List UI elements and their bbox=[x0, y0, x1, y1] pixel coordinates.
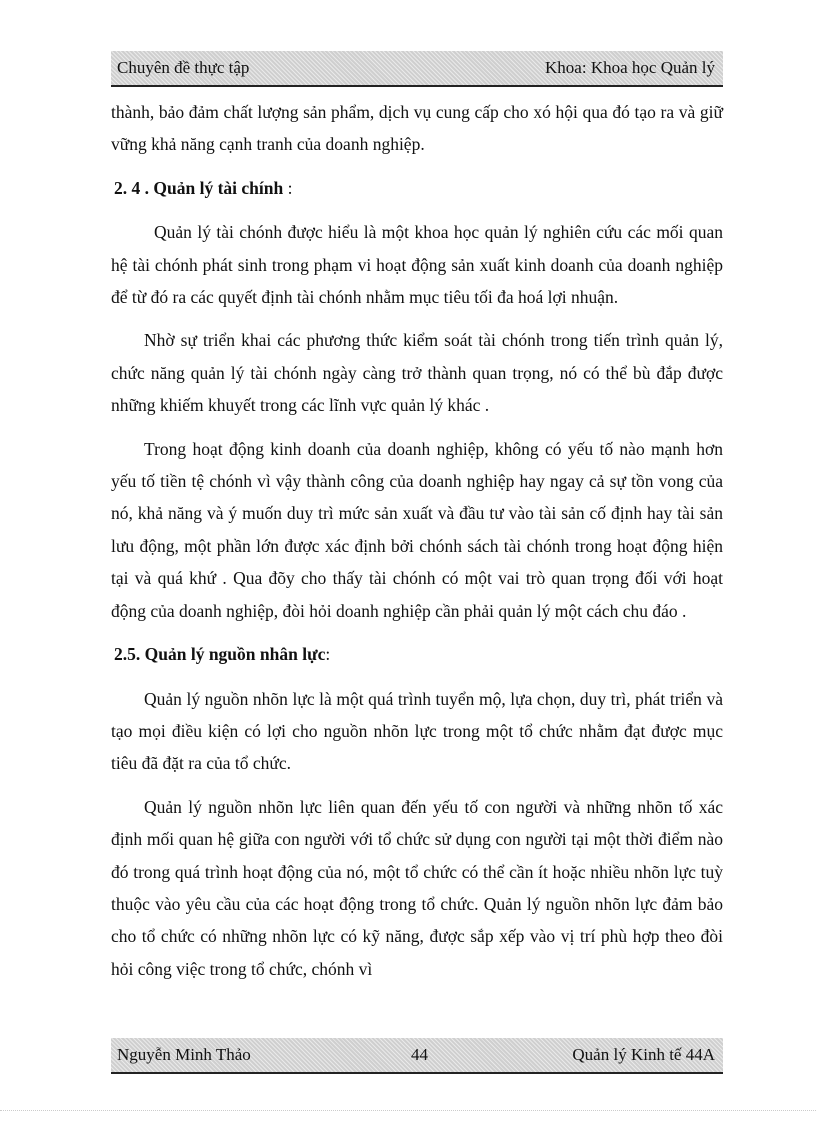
section-heading-2-5-text: 2.5. Quản lý nguồn nhân lực bbox=[114, 644, 326, 665]
footer-author: Nguyễn Minh Thảo bbox=[117, 1045, 251, 1064]
section-heading-2-5 bbox=[111, 638, 723, 670]
header-faculty: Khoa: Khoa học Quản lý bbox=[545, 58, 715, 77]
header-course-title: Chuyên đề thực tập bbox=[117, 58, 250, 77]
page-footer bbox=[111, 1038, 723, 1074]
footer-class: Quản lý Kinh tế 44A bbox=[572, 1045, 715, 1064]
paragraph-hr-role: Quản lý nguồn nhõn lực liên quan đến yếu tố con người và những nhõn tố xác định mối quan hệ giữa con người với tổ chức sử dụng con người tại một thời điểm nào đó trong quá trình hoạt động của nó, một tổ chức có thể cần ít hoặc nhiều nhõn lực tuỳ thuộc vào yêu cầu của các hoạt động trong tổ chức. Quản lý nguồn nhõn lực đảm bảo cho tổ chức có những nhõn lực có kỹ năng, được sắp xếp vào vị trí phù hợp theo đòi hỏi công việc trong tổ chức, chónh vì bbox=[111, 796, 723, 979]
section-heading-2-4-text: 2. 4 . Quản lý tài chính bbox=[114, 177, 284, 198]
footer-page-number: 44 bbox=[411, 1045, 428, 1064]
paragraph-finance-definition: Quản lý tài chónh được hiểu là một khoa học quản lý nghiên cứu các mối quan hệ tài chónh phát sinh trong phạm vi hoạt động sản xuất kinh doanh của doanh nghiệp để từ đó ra các quyết định tài chónh nhằm mục tiêu tối đa hoá lợi nhuận. bbox=[111, 222, 723, 308]
page-header bbox=[111, 51, 723, 87]
paragraph-finance-control: Nhờ sự triển khai các phương thức kiểm soát tài chónh trong tiến trình quản lý, chức năng quản lý tài chónh ngày càng trở thành quan trọng, nó có thể bù đắp được những khiếm khuyết trong các lĩnh vực quản lý khác . bbox=[111, 330, 723, 416]
section-heading-2-4-colon: : bbox=[283, 177, 293, 198]
page-edge-divider bbox=[0, 1110, 816, 1111]
paragraph-hr-definition: Quản lý nguồn nhõn lực là một quá trình tuyển mộ, lựa chọn, duy trì, phát triển và tạo mọi điều kiện có lợi cho nguồn nhõn lực trong một tổ chức nhằm đạt được mục tiêu đã đặt ra của tổ chức. bbox=[111, 688, 723, 774]
paragraph-continuation: thành, bảo đảm chất lượng sản phẩm, dịch vụ cung cấp cho xó hội qua đó tạo ra và giữ vững khả năng cạnh tranh của doanh nghiệp. bbox=[111, 102, 723, 155]
paragraph-finance-role: Trong hoạt động kinh doanh của doanh nghiệp, không có yếu tố nào mạnh hơn yếu tố tiền tệ chónh vì vậy thành công của doanh nghiệp hay ngay cả sự tồn vong của nó, khả năng và ý muốn duy trì mức sản xuất và đầu tư vào tài sản cố định hay tài sản lưu động, một phần lớn được xác định bởi chónh sách tài chónh trong hoạt động hiện tại và quá khứ . Qua đõy cho thấy tài chónh có một vai trò quan trọng đối với hoạt động của doanh nghiệp, đòi hỏi doanh nghiệp cần phải quản lý một cách chu đáo . bbox=[111, 438, 723, 621]
section-heading-2-5-colon: : bbox=[325, 644, 331, 665]
section-heading-2-4 bbox=[111, 172, 723, 204]
document-body bbox=[111, 96, 723, 985]
